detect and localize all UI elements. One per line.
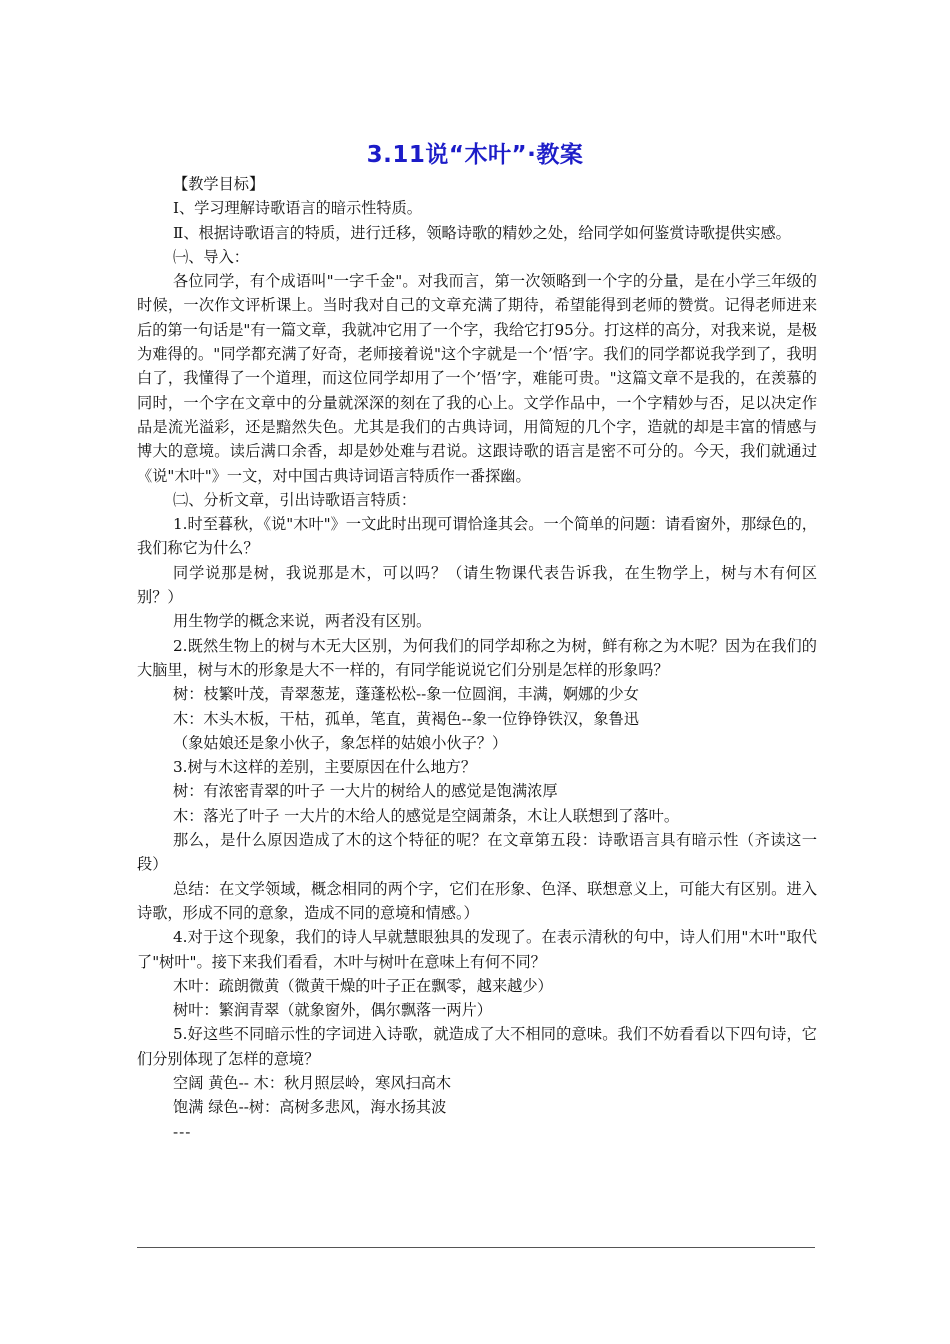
- document-title: 3.11说“木叶”·教案: [366, 142, 584, 168]
- objective-1: Ⅰ、学习理解诗歌语言的暗示性特质。: [173, 199, 422, 218]
- paragraph-wood: 木：落光了叶子 一大片的木给人的感觉是空阔萧条，木让人联想到了落叶。: [173, 806, 680, 825]
- section-2-heading: ㈡、分析文章，引出诗歌语言特质：: [173, 490, 416, 509]
- paragraph-tree: 树：有浓密青翠的叶子 一大片的树给人的感觉是饱满浓厚: [173, 782, 558, 801]
- objectives-heading: 【教学目标】: [173, 175, 265, 193]
- paragraph-tree: 树：枝繁叶茂，青翠葱茏，蓬蓬松松--象一位圆润，丰满，婀娜的少女: [173, 685, 639, 704]
- paragraph-question-1: 1.时至暮秋，《说"木叶"》一文此时出现可谓恰逢其会。一个简单的问题：请看窗外，那绿色的，我们称它为什么？: [137, 515, 817, 558]
- paragraph-muye: 木叶：疏朗微黄（微黄干燥的叶子正在飘零，越来越少）: [173, 976, 553, 995]
- paragraph-summary: 总结：在文学领域，概念相同的两个字，它们在形象、色泽、联想意义上，可能大有区别。进入诗歌，形成不同的意象，造成不同的意境和情感。）: [137, 879, 817, 922]
- paragraph-shuye: 树叶：繁润青翠（就象窗外，偶尔飘落一两片）: [173, 1001, 492, 1020]
- paragraph-wood: 木：木头木板，干枯，孤单，笔直，黄褐色--象一位铮铮铁汉，象鲁迅: [173, 709, 639, 728]
- section-1-heading: ㈠、导入：: [173, 247, 249, 266]
- section-1-paragraph: 各位同学，有个成语叫"一字千金"。对我而言，第一次领略到一个字的分量，是在小学三年级的时候，一次作文评析课上。当时我对自己的文章充满了期待，希望能得到老师的赞赏。记得老师进来后的第一句话是"有一篇文章，我就冲它用了一个字，我给它打95分。打这样的高分，对我来说，是极为难得的。"同学都充满了好奇，老师接着说"这个字就是一个’悟’字。我们的同学都说我学到了，我明白了，我懂得了一个道理，而这位同学却用了一个’悟’字，难能可贵。"这篇文章不是我的，在羡慕的同时，一个字在文章中的分量就深深的刻在了我的心上。文学作品中，一个字精妙与否，足以决定作品是流光溢彩，还是黯然失色。尤其是我们的古典诗词，用简短的几个字，造就的却是丰富的情感与博大的意境。读后满口余香，却是妙处难与君说。这跟诗歌的语言是密不可分的。今天，我们就通过《说"木叶"》一文，对中国古典诗词语言特质作一番探幽。: [137, 272, 817, 485]
- paragraph: 用生物学的概念来说，两者没有区别。: [173, 612, 432, 631]
- paragraph-question-5: 5.好这些不同暗示性的字词进入诗歌，就造成了大不相同的意味。我们不妨看看以下四句诗，它们分别体现了怎样的意境？: [137, 1025, 817, 1068]
- footer-divider: [137, 1247, 815, 1248]
- poem-line-2: 饱满 绿色--树：高树多悲风，海水扬其波: [173, 1098, 447, 1117]
- paragraph-aside: （象姑娘还是象小伙子，象怎样的姑娘小伙子？）: [173, 733, 508, 752]
- poem-line-1: 空阔 黄色-- 木：秋月照层岭，寒风扫高木: [173, 1073, 452, 1092]
- trailing-dashes: ---: [173, 1122, 192, 1141]
- paragraph-question-4: 4.对于这个现象，我们的诗人早就慧眼独具的发现了。在表示清秋的句中，诗人们用"木叶"取代了"树叶"。接下来我们看看，木叶与树叶在意味上有何不同？: [137, 928, 817, 971]
- document-body: [137, 172, 817, 1144]
- paragraph: 同学说那是树，我说那是木，可以吗？（请生物课代表告诉我，在生物学上，树与木有何区别？）: [137, 563, 817, 607]
- paragraph-question-2: 2.既然生物上的树与木无大区别，为何我们的同学却称之为树，鲜有称之为木呢？因为在我们的大脑里，树与木的形象是大不一样的，有同学能说说它们分别是怎样的形象吗？: [137, 636, 817, 679]
- paragraph-question-3: 3.树与木这样的差别，主要原因在什么地方？: [173, 758, 477, 777]
- objective-2: Ⅱ、根据诗歌语言的特质，进行迁移，领略诗歌的精妙之处，给同学如何鉴赏诗歌提供实感。: [173, 223, 791, 242]
- paragraph: 那么，是什么原因造成了木的这个特征的呢？在文章第五段：诗歌语言具有暗示性（齐读这一段）: [137, 831, 817, 874]
